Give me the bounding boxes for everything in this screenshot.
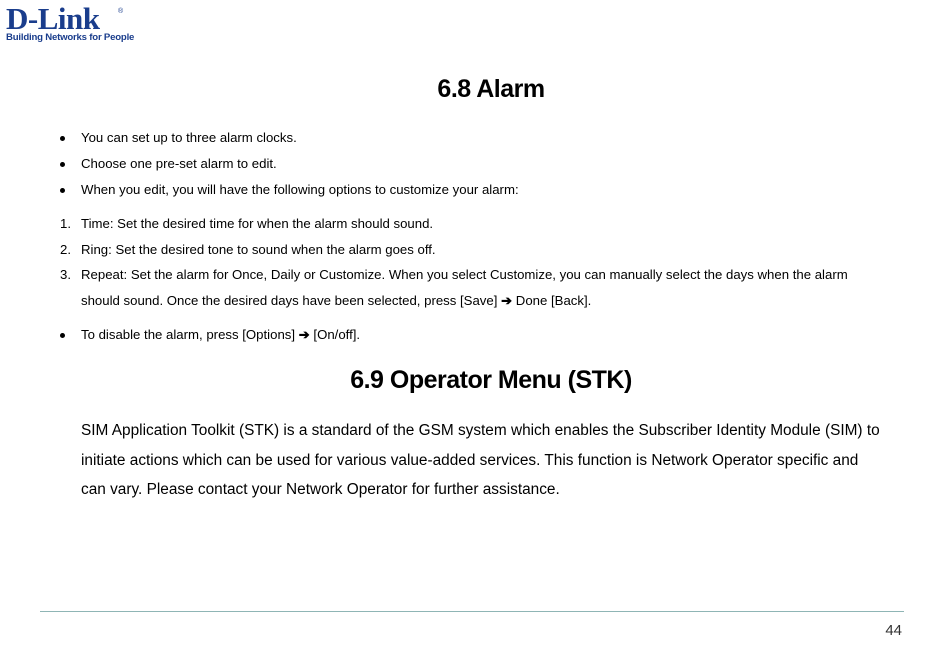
section-title-alarm: 6.8 Alarm bbox=[437, 75, 545, 103]
bullet-icon bbox=[60, 188, 65, 193]
logo-tagline: Building Networks for People bbox=[6, 32, 135, 43]
list-item: When you edit, you will have the following options to customize your alarm: bbox=[81, 182, 519, 197]
list-item: Repeat: Set the alarm for Once, Daily or Customize. When you select Customize, you can manually select the days when the alarm bbox=[81, 267, 848, 282]
continuation-text-end: Done [Back]. bbox=[512, 293, 592, 308]
bullet-icon bbox=[60, 162, 65, 167]
list-item-continuation bbox=[81, 293, 591, 309]
paragraph-line: initiate actions which can be used for various value-added services. This function is Network Operator specific and bbox=[81, 452, 859, 469]
disable-alarm-text: To disable the alarm, press [Options] bbox=[81, 327, 299, 342]
list-item: Ring: Set the desired tone to sound when the alarm goes off. bbox=[81, 242, 436, 257]
continuation-text: should sound. Once the desired days have been selected, press [Save] bbox=[81, 293, 502, 308]
list-item: You can set up to three alarm clocks. bbox=[81, 130, 297, 145]
list-number: 1. bbox=[60, 216, 71, 231]
disable-alarm-text-end: [On/off]. bbox=[309, 327, 361, 342]
bullet-icon bbox=[60, 333, 65, 338]
footer-divider bbox=[40, 611, 904, 612]
bullet-icon bbox=[60, 136, 65, 141]
logo-wordmark: D-Link bbox=[6, 1, 100, 36]
right-arrow-icon: ➔ bbox=[298, 327, 310, 342]
list-number: 3. bbox=[60, 267, 71, 282]
list-item bbox=[81, 327, 360, 343]
right-arrow-icon: ➔ bbox=[501, 293, 513, 308]
list-item: Time: Set the desired time for when the alarm should sound. bbox=[81, 216, 434, 231]
page-number: 44 bbox=[885, 622, 902, 639]
paragraph-line: can vary. Please contact your Network Operator for further assistance. bbox=[81, 481, 560, 498]
logo-registered-mark: ® bbox=[118, 8, 124, 15]
section-title-operator-menu: 6.9 Operator Menu (STK) bbox=[350, 366, 632, 394]
list-number: 2. bbox=[60, 242, 71, 257]
list-item: Choose one pre-set alarm to edit. bbox=[81, 156, 277, 171]
paragraph-line: SIM Application Toolkit (STK) is a standard of the GSM system which enables the Subscriber Identity Module (SIM) to bbox=[81, 422, 880, 439]
dlink-logo bbox=[6, 1, 135, 44]
